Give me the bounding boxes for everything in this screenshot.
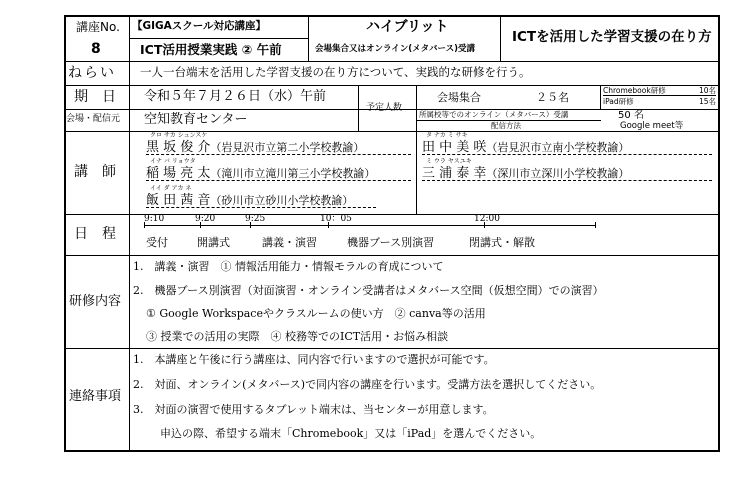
instructor-col-line [416,131,417,214]
instructor-school: （岩見沢市立南小学校教諭） [486,141,630,154]
schedule-item-booth: 機器ブース別演習 [347,236,435,249]
instructor-school: （滝川市立滝川第三小学校教諭） [210,167,376,180]
schedule-item-lecture: 講義・演習 [262,236,317,249]
row-line [64,348,719,349]
online-count: 50 名 [618,110,644,121]
time-0920: 9:20 [195,214,216,224]
instructor-ruby: イイ ダ アカ ネ [150,185,192,192]
content-line-2: 2. 機器ブース別演習（対面演習・オンライン受講者はメタバース空間（仮想空間）での演習） [133,284,604,297]
instructor-name-line [422,141,712,155]
course-no-label: 講座No. [76,20,120,34]
notes-line-2: 2. 対面、オンライン(メタバース)で同内容の講座を行います。受講方法を選択してください。 [133,378,602,391]
time-0910: 9:10 [144,214,165,224]
date-col-line [358,85,359,131]
method-label: 配信方法 [491,121,521,130]
mode-title: ハイブリット [366,19,449,35]
row-line [64,61,719,62]
time-1005: 10：05 [320,214,352,224]
notes-line-4: 申込の際、希望する端末「Chromebook」又は「iPad」を選んでください。 [160,427,542,440]
date-col-line [416,85,417,131]
ipad-count: 15名 [698,97,716,106]
timeline-tick [595,222,596,228]
instructor-name-line [422,167,712,181]
instructor-school: （岩見沢市立第二小学校教諭） [210,141,365,154]
ipad-row [603,98,716,106]
ipad-label: iPad研修 [603,97,634,106]
table-border-right [718,15,720,452]
method-value: Google meet等 [620,121,684,131]
aim-text: 一人一台端末を活用した学習支援の在り方について、実践的な研修を行う。 [140,65,531,79]
instructor-school: （砂川市立砂川小学校教諭） [210,194,354,207]
header-col-line [500,15,501,61]
schedule-timeline [144,225,596,226]
venue-count: ２５名 [536,91,569,104]
instructor-name-line [146,167,411,181]
mode-subtitle: 会場集合又はオンライン(メタバース)受講 [315,44,476,54]
header-inner-line [129,38,308,39]
date-label: 期 日 [74,89,116,105]
date-value: 令和５年７月２６日（水）午前 [144,89,327,104]
instructor-name-line [146,194,376,208]
instructor-name: 田 中 美 咲 [422,140,487,155]
online-label: 所属校等でのオンライン（メタバース）受講 [419,110,569,119]
aim-label: ねらい [68,65,116,81]
schedule-item-closing: 閉講式・解散 [469,236,535,249]
table-border-left [64,15,66,452]
instructor-name: 三 浦 泰 幸 [422,166,487,181]
instructor-ruby: クロ サカ シュンスケ [150,132,208,139]
content-line-1: 1. 講義・演習 ① 情報活用能力・情報モラルの育成について [133,260,444,273]
content-line-3: ① Google Workspaceやクラスルームの使い方 ② canva等の活用 [146,307,486,320]
instructor-school: （深川市立深川小学校教諭） [486,167,630,180]
date-col-line [600,85,601,109]
place-value: 空知教育センター [144,112,248,127]
notes-label: 連絡事項 [69,389,122,404]
content-line-4: ③ 授業での活用の実際 ④ 校務等でのICT活用・お悩み相談 [146,330,449,343]
venue-kind: 会場集合 [437,91,481,104]
time-1200: 12:00 [474,214,500,224]
instructor-ruby: イナ バ リョウタ [150,158,196,165]
instructor-name: 黒 坂 俊 介 [146,140,211,155]
chromebook-row [603,87,716,96]
course-title: ICT活用授業実践 ② 午前 [140,42,282,57]
table-border-top [64,15,719,17]
instructor-name: 飯 田 茜 音 [146,193,211,208]
notes-line-3: 3. 対面の演習で使用するタブレット端末は、当センターが用意します。 [133,403,494,416]
course-info-table [64,15,719,451]
row-line [64,255,719,256]
course-no: 8 [91,41,101,57]
place-label: 会場・配信元 [66,114,121,124]
giga-label: 【GIGAスクール対応講座】 [132,20,267,32]
label-col-line [129,15,130,450]
chromebook-label: Chromebook研修 [603,86,666,95]
notes-line-1: 1. 本講座と午後に行う講座は、同内容で行いますので選択が可能です。 [133,353,495,366]
instructor-ruby: ミ ウラ ヤスユキ [426,158,472,165]
course-theme: ICTを活用した学習支援の在り方 [512,29,712,45]
capacity-label: 予定人数 [366,103,403,113]
header-col-line [308,15,309,61]
instructor-name: 稲 場 亮 太 [146,166,211,181]
instructor-label: 講 師 [74,164,116,180]
instructor-ruby: タ ナカ ミ サキ [426,132,468,139]
schedule-item-opening: 開講式 [197,236,230,249]
content-label: 研修内容 [69,294,122,309]
schedule-item-reception: 受付 [146,236,168,249]
instructor-name-line [146,141,411,155]
chromebook-count: 10名 [698,86,716,95]
schedule-label: 日 程 [74,226,116,242]
table-border-bottom [64,450,719,452]
time-0925: 9:25 [245,214,266,224]
